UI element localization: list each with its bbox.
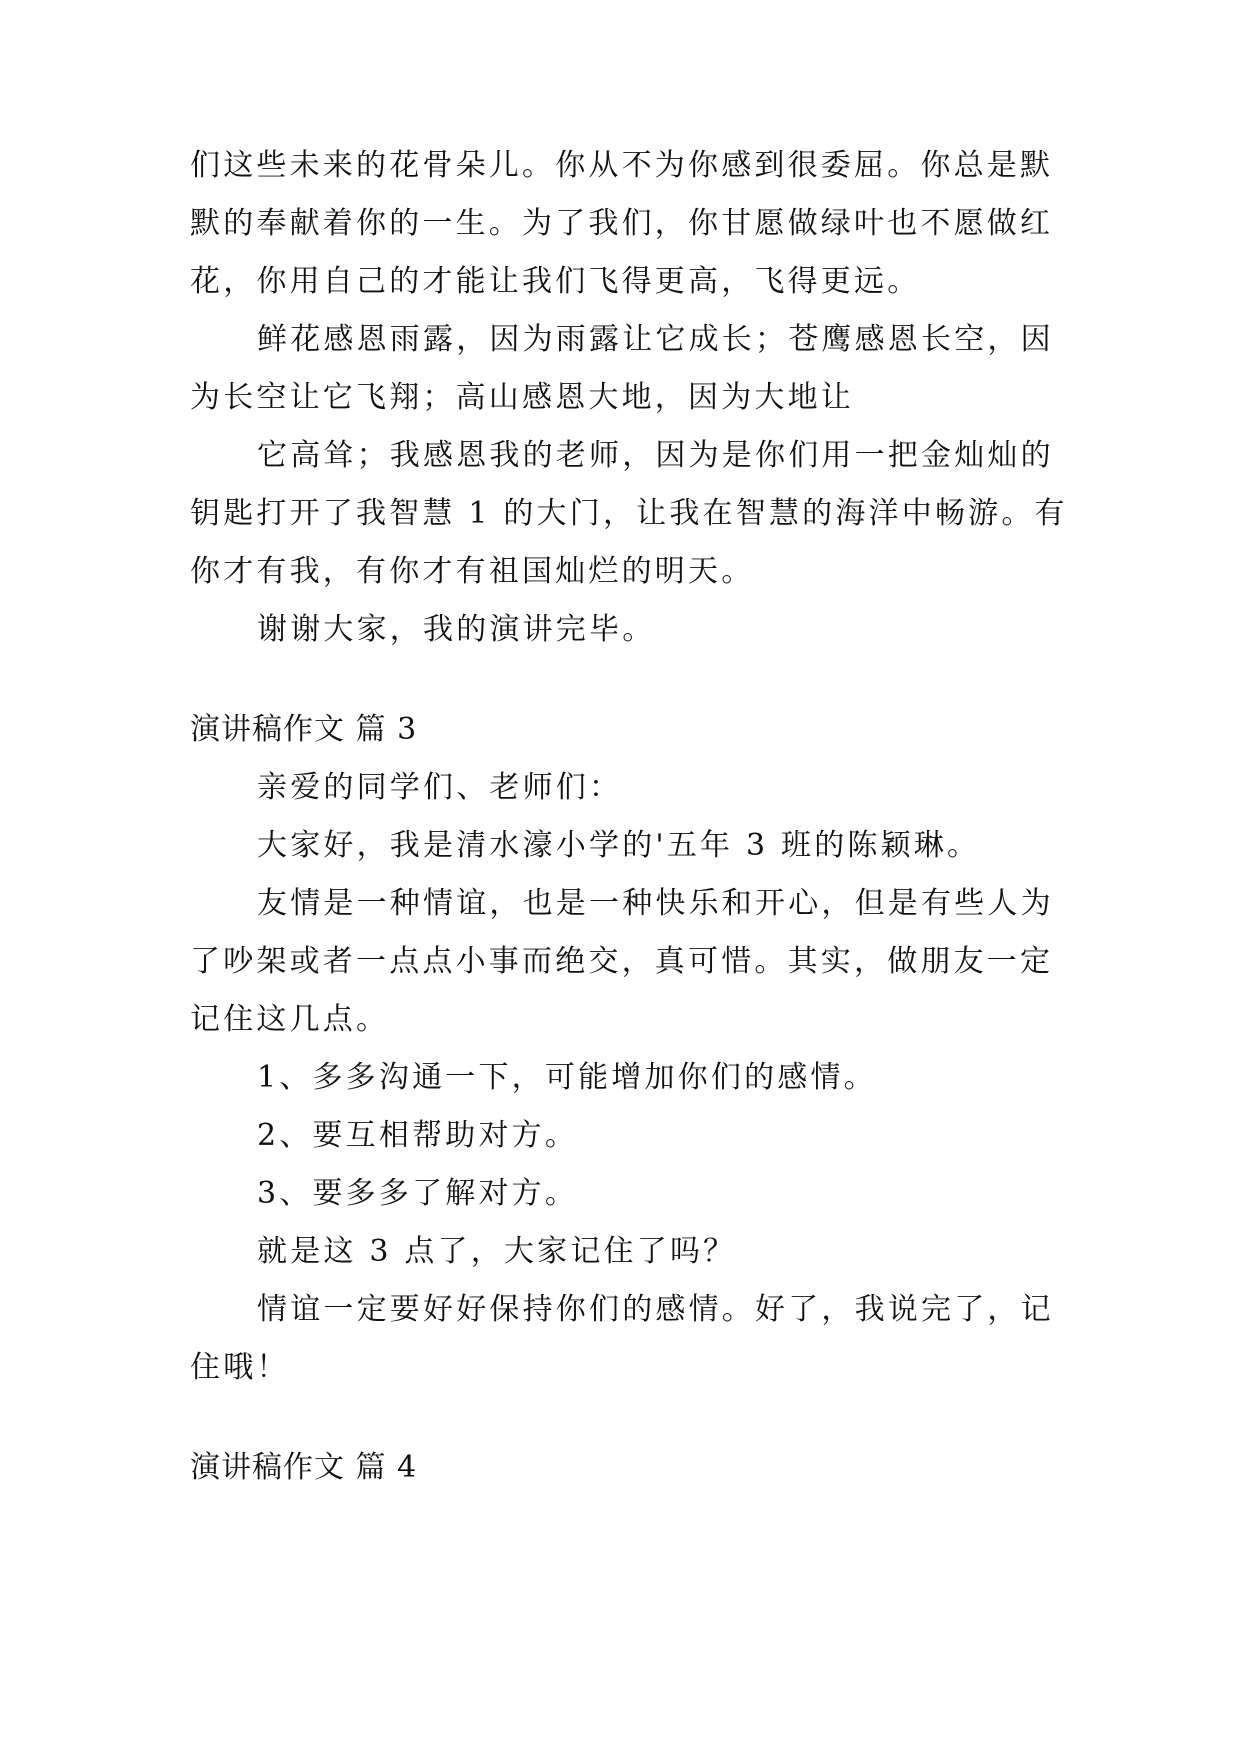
- section-heading: 演讲稿作文 篇 4: [190, 1450, 418, 1485]
- paragraph-line: 们这些未来的花骨朵儿。你从不为你感到很委屈。你总是默: [190, 148, 1054, 183]
- paragraph-line: 为长空让它飞翔；高山感恩大地，因为大地让: [190, 380, 854, 415]
- paragraph-line: 它高耸；我感恩我的老师，因为是你们用一把金灿灿的: [257, 438, 1054, 473]
- paragraph-line: 钥匙打开了我智慧 1 的大门，让我在智慧的海洋中畅游。有: [190, 496, 1068, 531]
- paragraph-line: 住哦！: [190, 1350, 290, 1385]
- paragraph-line: 情谊一定要好好保持你们的感情。好了，我说完了，记: [257, 1292, 1054, 1327]
- paragraph-line: 你才有我，有你才有祖国灿烂的明天。: [190, 554, 755, 589]
- list-item: 2、要互相帮助对方。: [257, 1118, 579, 1153]
- paragraph-line: 记住这几点。: [190, 1002, 390, 1037]
- list-item: 3、要多多了解对方。: [257, 1176, 579, 1211]
- paragraph-line: 花，你用自己的才能让我们飞得更高，飞得更远。: [190, 264, 921, 299]
- paragraph-line: 大家好，我是清水濠小学的'五年 3 班的陈颖琳。: [257, 828, 981, 863]
- section-heading: 演讲稿作文 篇 3: [190, 712, 418, 747]
- paragraph-line: 了吵架或者一点点小事而绝交，真可惜。其实，做朋友一定: [190, 944, 1054, 979]
- paragraph-line: 就是这 3 点了，大家记住了吗？: [257, 1234, 737, 1269]
- paragraph-line: 友情是一种情谊，也是一种快乐和开心，但是有些人为: [257, 886, 1054, 921]
- list-item: 1、多多沟通一下，可能增加你们的感情。: [257, 1060, 877, 1095]
- paragraph-line: 谢谢大家，我的演讲完毕。: [257, 612, 656, 647]
- paragraph-line: 鲜花感恩雨露，因为雨露让它成长；苍鹰感恩长空，因: [257, 322, 1054, 357]
- paragraph-line: 亲爱的同学们、老师们：: [257, 770, 623, 805]
- paragraph-line: 默的奉献着你的一生。为了我们，你甘愿做绿叶也不愿做红: [190, 206, 1054, 241]
